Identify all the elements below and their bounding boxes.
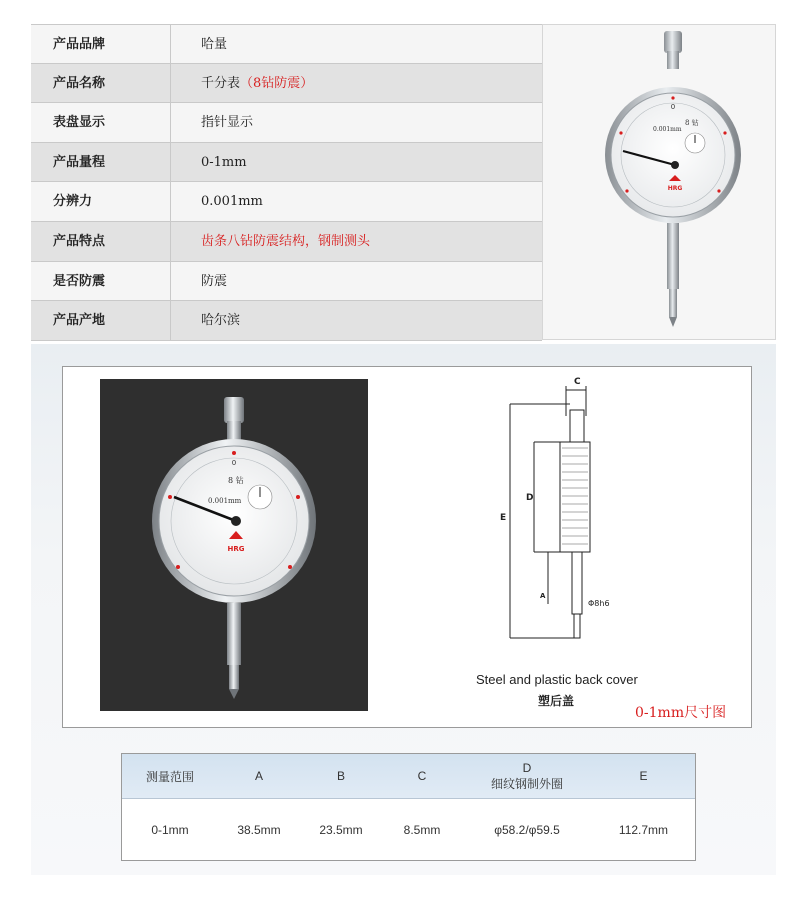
cell-range: 0-1mm: [151, 823, 189, 837]
dim-label-e: E: [500, 513, 507, 523]
gauge-tick: 0: [231, 459, 237, 467]
cell-d: φ58.2/φ59.5: [494, 823, 560, 837]
spec-row-origin: [31, 301, 542, 341]
dim-label-phi: Φ8h6: [588, 599, 610, 608]
gauge-resolution: 0.001mm: [653, 126, 682, 133]
gauge-resolution: 0.001mm: [208, 497, 242, 505]
header-a: A: [254, 769, 263, 783]
spec-key: 产品品牌: [31, 25, 171, 63]
spec-row-shockproof: [31, 262, 542, 302]
header-c: C: [417, 769, 427, 783]
dim-label-a: A: [540, 592, 546, 600]
dial-gauge-image: [543, 25, 775, 339]
spec-value: 齿条八钻防震结构，钢制测头: [201, 233, 371, 249]
caption-dimension-drawing: 0-1mm尺寸图: [635, 705, 727, 721]
spec-table: [31, 24, 542, 341]
spec-key: 产品量程: [31, 143, 171, 182]
spec-key: 是否防震: [31, 262, 171, 301]
gauge-brand-mark: 8 钻: [228, 476, 244, 485]
header-d: D 细纹钢制外圈: [490, 761, 563, 791]
spec-row-brand: [31, 24, 542, 64]
spec-key: 产品名称: [31, 64, 171, 103]
spec-key: 分辨力: [31, 182, 171, 221]
header-b: B: [336, 769, 345, 783]
spec-value: 哈尔滨: [201, 313, 241, 329]
dim-label-d: D: [526, 493, 534, 503]
dial-gauge-image: [100, 379, 368, 711]
cell-c: 8.5mm: [403, 823, 441, 837]
spec-value: 0-1mm: [201, 154, 247, 170]
spec-key: 产品特点: [31, 222, 171, 261]
cell-b: 23.5mm: [319, 823, 363, 837]
spec-row-display: [31, 103, 542, 143]
gauge-tick: 0: [670, 103, 676, 111]
table-row: [122, 799, 695, 861]
header-range: 测量范围: [145, 769, 194, 784]
spec-value: 防震: [201, 273, 228, 289]
header-e: E: [639, 769, 648, 783]
spec-value: 千分表（8钻防震）: [201, 75, 314, 91]
dim-label-c: C: [574, 377, 581, 387]
product-photo-dark: [100, 379, 368, 711]
cell-e: 112.7mm: [618, 823, 669, 837]
technical-drawing: [490, 376, 640, 646]
spec-row-range: [31, 143, 542, 183]
gauge-brand-mark: 8 钻: [685, 119, 699, 127]
dimension-table: [121, 753, 696, 861]
product-photo-top: [542, 24, 776, 340]
gauge-logo: HRG: [667, 185, 683, 192]
spec-row-name: [31, 64, 542, 104]
cell-a: 38.5mm: [237, 823, 281, 837]
spec-value: 哈量: [201, 37, 228, 52]
spec-row-resolution: [31, 182, 542, 222]
spec-key: 表盘显示: [31, 103, 171, 142]
gauge-logo: HRG: [227, 545, 245, 553]
dimension-table-header: [122, 754, 695, 799]
spec-row-features: [31, 222, 542, 262]
spec-key: 产品产地: [31, 301, 171, 340]
caption-back-cover-cn: 塑后盖: [538, 694, 575, 708]
caption-back-cover-en: Steel and plastic back cover: [476, 672, 638, 687]
spec-value: 指针显示: [201, 115, 254, 131]
spec-value: 0.001mm: [201, 194, 263, 210]
